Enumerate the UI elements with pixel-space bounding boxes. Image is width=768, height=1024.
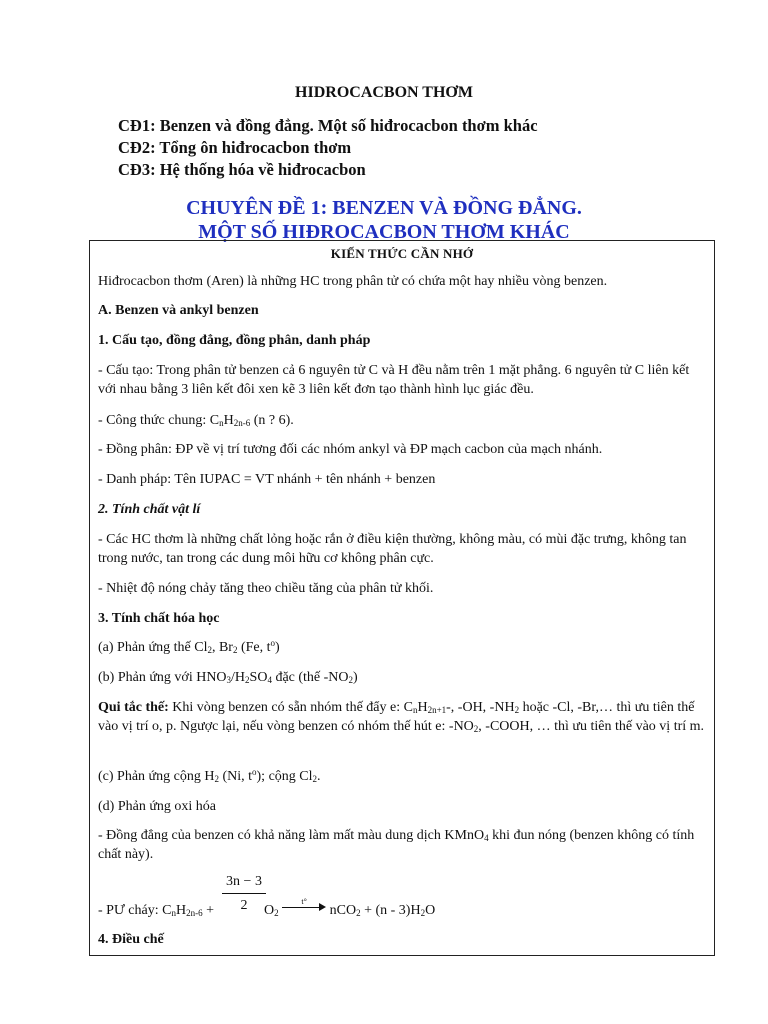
knowledge-box-title: KIẾN THỨC CẦN NHỚ bbox=[330, 246, 474, 261]
naming-text: - Danh pháp: Tên IUPAC = VT nhánh + tên nhánh + benzen bbox=[98, 472, 436, 487]
reaction-a: (a) Phản ứng thế $Cl_2$, $Br_2$ (Fe, $t^o$) bbox=[98, 638, 280, 655]
chapter-heading-line-2: MỘT SỐ HIĐROCACBON THƠM KHÁC bbox=[198, 221, 570, 243]
fraction-numerator: 3n − 3 bbox=[226, 874, 262, 889]
topic-list bbox=[118, 115, 538, 181]
fraction-bar bbox=[222, 893, 266, 894]
isomer-text: - Đồng phân: ĐP về vị trí tương đối các nhóm ankyl và ĐP mạch cacbon của mạch nhánh. bbox=[98, 442, 603, 457]
chapter-heading bbox=[0, 196, 768, 244]
reaction-d: (d) Phản ứng oxi hóa bbox=[98, 799, 217, 814]
physical-text-1: - Các HC thơm là những chất lỏng hoặc rắn ở điều kiện thường, không màu, có mùi đặc trưng, không tan trong nước, tan trong các dung môi hữu cơ không phân cực. bbox=[98, 532, 687, 566]
reaction-b: (b) Phản ứng với $HNO_3/H_2SO_4$ đặc (thế $-NO_2$) bbox=[98, 670, 358, 685]
heading-structure: 1. Cấu tạo, đồng đẳng, đồng phân, danh pháp bbox=[98, 333, 371, 348]
reaction-c: (c) Phản ứng cộng $H_2$ (Ni, $t^o$); cộng $Cl_2$. bbox=[98, 767, 321, 784]
oxidation-text: - Đồng đẳng của benzen có khả năng làm mất màu dung dịch KMnO$_4$ khi đun nóng (benzen không có tính chất này). bbox=[98, 828, 695, 862]
topic-item: CĐ1: Benzen và đồng đẳng. Một số hiđrocacbon thơm khác bbox=[118, 116, 538, 135]
heading-preparation: 4. Điều chế bbox=[98, 932, 164, 947]
heading-physical: 2. Tính chất vật lí bbox=[98, 502, 201, 517]
combustion-equation: - PƯ cháy: $C_nH_{2n-6} + O_2$ t° $nCO_2 + (n - 3)H_2O$ bbox=[98, 897, 436, 918]
topic-item: CĐ3: Hệ thống hóa về hiđrocacbon bbox=[118, 160, 366, 179]
reaction-arrow-icon: t° bbox=[282, 902, 326, 912]
page-title: HIDROCACBON THƠM bbox=[295, 84, 473, 101]
fraction-denominator: 2 bbox=[240, 898, 248, 913]
chapter-heading-line-1: CHUYÊN ĐỀ 1: BENZEN VÀ ĐỒNG ĐẲNG. bbox=[186, 197, 582, 219]
heading-chemical: 3. Tính chất hóa học bbox=[98, 611, 220, 626]
knowledge-box bbox=[89, 240, 715, 956]
section-a-heading: A. Benzen và ankyl benzen bbox=[98, 303, 259, 318]
physical-text-2: - Nhiệt độ nóng chảy tăng theo chiều tăng của phân tử khối. bbox=[98, 581, 434, 596]
topic-item: CĐ2: Tổng ôn hiđrocacbon thơm bbox=[118, 138, 352, 157]
structure-text: - Cấu tạo: Trong phân tử benzen cả 6 nguyên tử C và H đều nằm trên 1 mặt phẳng. 6 nguyên tử C liên kết với nhau bằng 3 liên kết đôi xen kẽ 3 liên kết đơn tạo thành hình lục giác đều. bbox=[98, 363, 690, 397]
intro-text: Hiđrocacbon thơm (Aren) là những HC trong phân tử có chứa một hay nhiều vòng benzen. bbox=[98, 274, 608, 289]
general-formula: - Công thức chung: $C_nH_{2n-6}$ (n ? 6). bbox=[98, 413, 294, 428]
substitution-rule: Qui tắc thế: Khi vòng benzen có sẵn nhóm thế đẩy e: $C_nH_{2n+1}-$, -OH, $-NH_2$ hoặc -Cl, -Br,… thì ưu tiên thế vào vị trí o, p. Ngược lại, nếu vòng benzen có nhóm thế hút e: $-NO_2$, -COOH, … thì ưu tiên thế vào vị trí m. bbox=[98, 700, 705, 734]
